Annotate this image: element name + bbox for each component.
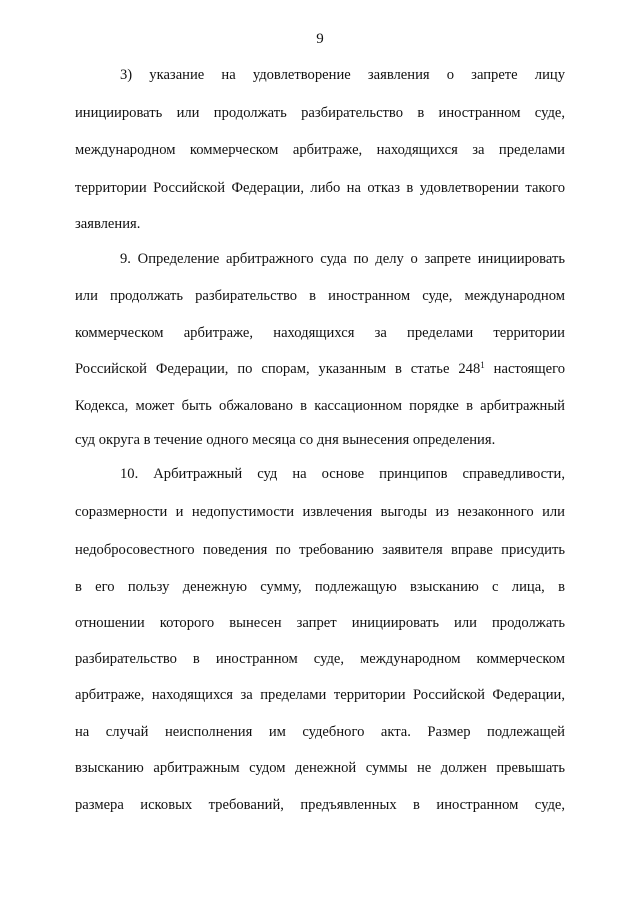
text-line: суд округа в течение одного месяца со дня вынесения определения. bbox=[75, 432, 496, 448]
text-line: в его пользу денежную сумму, подлежащую взысканию с лица, в bbox=[75, 579, 565, 595]
text-line: на случай неисполнения им судебного акта. Размер подлежащей bbox=[75, 724, 565, 740]
text-line-end: настоящего bbox=[493, 361, 565, 377]
text-line: размера исковых требований, предъявленных в иностранном суде, bbox=[75, 797, 565, 813]
text-line: заявления. bbox=[75, 216, 141, 232]
text-line: соразмерности и недопустимости извлечения выгоды из незаконного или bbox=[75, 504, 565, 520]
text-line-start: Российской Федерации, по спорам, указанным в статье 248 bbox=[75, 361, 481, 377]
text-line: арбитраже, находящихся за пределами территории Российской Федерации, bbox=[75, 687, 565, 703]
text-line: разбирательство в иностранном суде, международном коммерческом bbox=[75, 651, 565, 667]
text-line: территории Российской Федерации, либо на отказ в удовлетворении такого bbox=[75, 180, 565, 196]
text-line: международном коммерческом арбитраже, находящихся за пределами bbox=[75, 142, 565, 158]
page-number: 9 bbox=[316, 31, 324, 47]
text-line: взысканию арбитражным судом денежной суммы не должен превышать bbox=[75, 760, 565, 776]
footnote-superscript: 1 bbox=[480, 360, 485, 370]
text-line: Кодекса, может быть обжаловано в кассационном порядке в арбитражный bbox=[75, 398, 565, 414]
text-line: 9. Определение арбитражного суда по делу о запрете инициировать bbox=[120, 251, 565, 267]
text-line: недобросовестного поведения по требованию заявителя вправе присудить bbox=[75, 542, 565, 558]
text-line: инициировать или продолжать разбирательство в иностранном суде, bbox=[75, 105, 565, 121]
text-line bbox=[75, 360, 565, 378]
text-line: коммерческом арбитраже, находящихся за пределами территории bbox=[75, 325, 565, 341]
text-line: или продолжать разбирательство в иностранном суде, международном bbox=[75, 288, 565, 304]
text-line: 10. Арбитражный суд на основе принципов справедливости, bbox=[120, 466, 565, 482]
text-line: отношении которого вынесен запрет инициировать или продолжать bbox=[75, 615, 565, 631]
text-line: 3) указание на удовлетворение заявления о запрете лицу bbox=[120, 67, 565, 83]
